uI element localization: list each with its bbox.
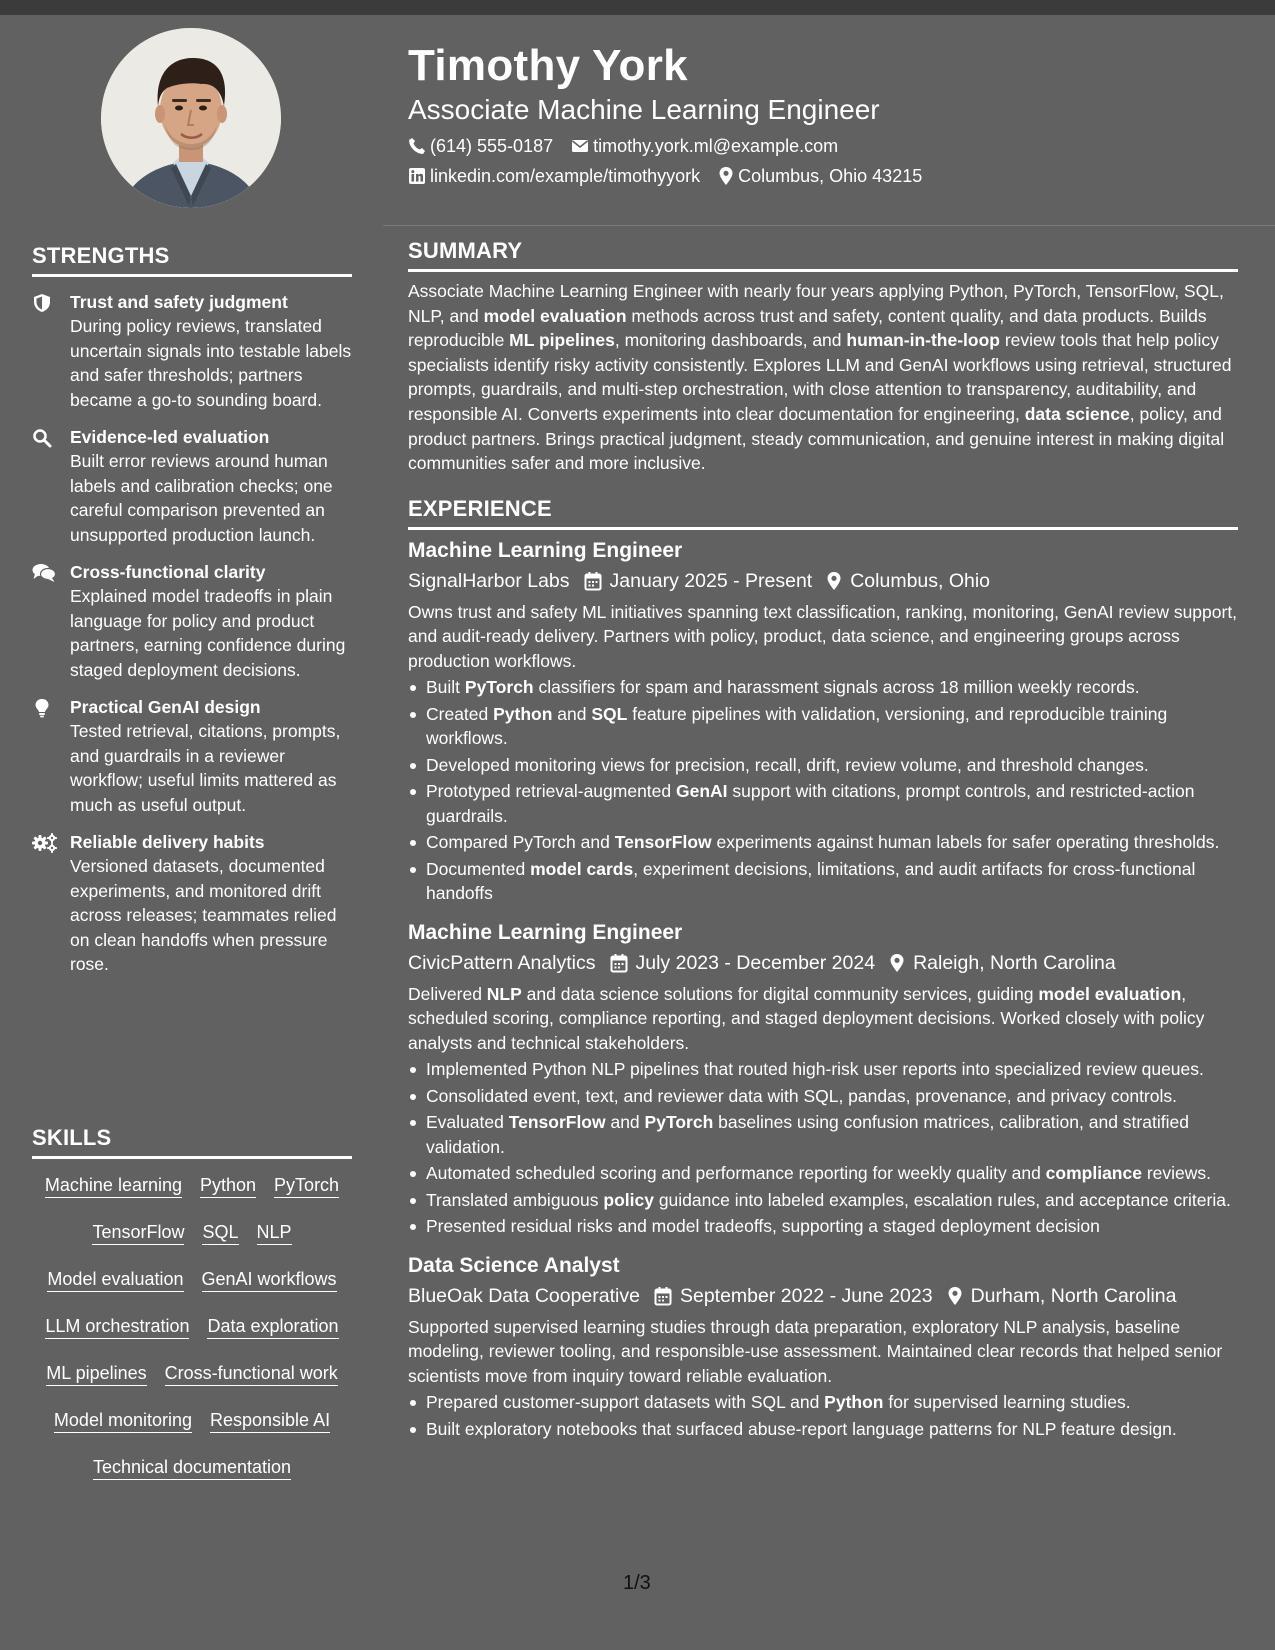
strength-item [32,560,352,682]
strength-item [32,695,352,817]
strength-text: Explained model tradeoffs in plain language for policy and product partners, earning confidence during staged deployment decisions. [70,586,346,680]
job-dates-wrap [654,1281,933,1311]
job-bullet: Created Python and SQL feature pipelines with validation, versioning, and reproducible training workflows. [408,702,1238,751]
skill-tag[interactable]: SQL [202,1221,238,1245]
strength-title: Practical GenAI design [70,697,261,717]
job-bullet: Documented model cards, experiment decisions, limitations, and audit artifacts for cross-functional handoffs [408,857,1238,906]
skills-section [32,1125,352,1494]
strengths-section [32,243,352,977]
experience-heading: EXPERIENCE [408,496,1238,530]
skills-list [32,1165,352,1494]
strength-item [32,425,352,547]
phone-number: (614) 555-0187 [430,136,554,156]
skill-tag[interactable]: Model evaluation [47,1268,183,1292]
skill-tag[interactable]: ML pipelines [46,1362,146,1386]
company-name: BlueOak Data Cooperative [408,1284,640,1307]
email-address: timothy.york.ml@example.com [593,136,839,156]
job-dates: September 2022 - June 2023 [679,1284,933,1307]
phone-icon [408,137,426,155]
strength-title: Evidence-led evaluation [70,427,270,447]
strength-item [32,290,352,412]
skill-tag[interactable]: Responsible AI [210,1409,330,1433]
company-name: CivicPattern Analytics [408,951,596,974]
skill-tag[interactable]: NLP [257,1221,292,1245]
envelope-icon [571,137,589,155]
candidate-name: Timothy York [408,41,688,90]
strength-title: Trust and safety judgment [70,292,288,312]
profile-photo [101,28,281,208]
job-bullet: Translated ambiguous policy guidance into labeled examples, escalation rules, and acceptance criteria. [408,1188,1238,1213]
job-role: Data Science Analyst [408,1253,620,1277]
skill-tag[interactable]: Model monitoring [54,1409,192,1433]
linkedin-icon [408,167,426,185]
job-bullet: Automated scheduled scoring and performance reporting for weekly quality and compliance reviews. [408,1161,1238,1186]
strength-text: During policy reviews, translated uncertain signals into testable labels and safer thresholds; partners became a go-to sounding board. [70,316,352,410]
job-bullet: Prototyped retrieval-augmented GenAI support with citations, prompt controls, and restricted-action guardrails. [408,779,1238,828]
job-bullet: Built exploratory notebooks that surfaced abuse-report language patterns for NLP feature design. [408,1417,1238,1442]
skill-tag[interactable]: Data exploration [207,1315,338,1339]
skill-tag[interactable]: Python [200,1174,256,1198]
gears-icon [32,830,70,977]
skill-tag[interactable]: GenAI workflows [202,1268,337,1292]
contact-row [408,164,1238,188]
job-bullet: Presented residual risks and model tradeoffs, supporting a staged deployment decision [408,1214,1238,1239]
job-bullet: Compared PyTorch and TensorFlow experiments against human labels for safer operating thresholds. [408,830,1238,855]
job-entry [408,918,1238,1239]
job-dates-wrap [610,948,876,978]
job-description: Owns trust and safety ML initiatives spanning text classification, ranking, monitoring, GenAI review support, and audit-ready delivery. Partners with policy, product, data science, and engineering groups across production workflows. [408,601,1238,671]
map-pin-icon [718,166,734,186]
skill-tag[interactable]: PyTorch [274,1174,339,1198]
location-text: Columbus, Ohio 43215 [738,166,923,186]
strengths-heading: STRENGTHS [32,243,352,277]
skill-tag[interactable]: Machine learning [45,1174,182,1198]
job-bullets [408,1390,1238,1441]
strength-text: Tested retrieval, citations, prompts, and guardrails in a reviewer workflow; useful limits mattered as much as useful output. [70,721,341,815]
job-bullet: Built PyTorch classifiers for spam and harassment signals across 18 million weekly records. [408,675,1238,700]
job-bullet: Developed monitoring views for precision, recall, drift, review volume, and threshold changes. [408,753,1238,778]
company-name: SignalHarbor Labs [408,569,570,592]
job-description: Delivered NLP and data science solutions for digital community services, guiding model evaluation, scheduled scoring, compliance reporting, and staged deployment decisions. Worked closely with policy analysts and technical stakeholders. [408,983,1205,1053]
skill-tag[interactable]: Technical documentation [93,1456,291,1480]
main-content [408,238,1238,1441]
job-location: Durham, North Carolina [970,1284,1177,1307]
summary-text: Associate Machine Learning Engineer with nearly four years applying Python, PyTorch, TensorFlow, SQL, NLP, and model evaluation methods across trust and safety, content quality, and data products. Builds reproducible ML pipelines, monitoring dashboards, and human-in-the-loop review tools that help policy specialists identify risky activity consistently. Explores LLM and GenAI workflows using retrieval, structured prompts, guardrails, and multi-step orchestration, with close attention to transparency, auditability, and responsible AI. Converts experiments into clear documentation for engineering, data science, policy, and product partners. Brings practical judgment, steady communication, and genuine interest in making digital communities safer and more inclusive. [408,281,1232,474]
header-divider [383,225,1275,226]
job-bullet: Prepared customer-support datasets with SQL and Python for supervised learning studies. [408,1390,1238,1415]
job-dates-wrap [584,566,813,596]
job-bullets [408,1057,1238,1239]
map-pin-icon [947,1286,963,1306]
search-icon [32,425,70,547]
job-location-wrap [826,566,990,596]
job-location-wrap [947,1281,1177,1311]
job-entry [408,536,1238,906]
strength-title: Cross-functional clarity [70,562,266,582]
resume-header [408,40,1238,188]
strength-item [32,830,352,977]
job-location-wrap [889,948,1116,978]
map-pin-icon [826,571,842,591]
job-dates: January 2025 - Present [609,569,813,592]
skill-tag[interactable]: TensorFlow [92,1221,184,1245]
job-bullets [408,675,1238,906]
lightbulb-icon [32,695,70,817]
job-role: Machine Learning Engineer [408,920,683,944]
calendar-icon [654,1286,672,1306]
calendar-icon [584,571,602,591]
experience-section [408,496,1238,1442]
sidebar [0,15,383,1650]
job-description: Supported supervised learning studies through data preparation, exploratory NLP analysis, baseline modeling, reviewer tooling, and responsible-use assessment. Maintained clear records that helped senior scientists move from inquiry toward reliable evaluation. [408,1316,1223,1386]
job-bullet: Implemented Python NLP pipelines that routed high-risk user reports into specialized review queues. [408,1057,1238,1082]
summary-heading: SUMMARY [408,238,1238,272]
email-contact[interactable] [571,134,838,158]
job-entry [408,1251,1238,1442]
phone-contact[interactable] [408,134,553,158]
contact-row [408,134,1238,158]
job-meta [408,1281,1238,1311]
skills-heading: SKILLS [32,1125,352,1159]
candidate-title: Associate Machine Learning Engineer [408,94,880,125]
linkedin-url: linkedin.com/example/timothyyork [430,166,701,186]
job-meta [408,566,1238,596]
linkedin-contact[interactable] [408,164,700,188]
page-number: 1/3 [623,1572,651,1594]
job-dates: July 2023 - December 2024 [635,951,876,974]
calendar-icon [610,953,628,973]
strength-text: Versioned datasets, documented experiments, and monitored drift across releases; teammates relied on clean handoffs when pressure rose. [70,856,337,974]
shield-icon [32,290,70,412]
job-bullet: Consolidated event, text, and reviewer data with SQL, pandas, provenance, and privacy controls. [408,1084,1238,1109]
strength-title: Reliable delivery habits [70,832,265,852]
location-contact [718,164,922,188]
map-pin-icon [889,953,905,973]
job-location: Columbus, Ohio [850,569,991,592]
job-location: Raleigh, North Carolina [913,951,1116,974]
skill-tag[interactable]: LLM orchestration [45,1315,189,1339]
job-meta [408,948,1238,978]
skill-tag[interactable]: Cross-functional work [165,1362,338,1386]
strength-text: Built error reviews around human labels and calibration checks; one careful comparison prevented an unsupported production launch. [70,451,333,545]
summary-section [408,238,1238,476]
job-role: Machine Learning Engineer [408,538,683,562]
comments-icon [32,560,70,682]
top-bar [0,0,1275,15]
job-bullet: Evaluated TensorFlow and PyTorch baselines using confusion matrices, calibration, and stratified validation. [408,1110,1238,1159]
